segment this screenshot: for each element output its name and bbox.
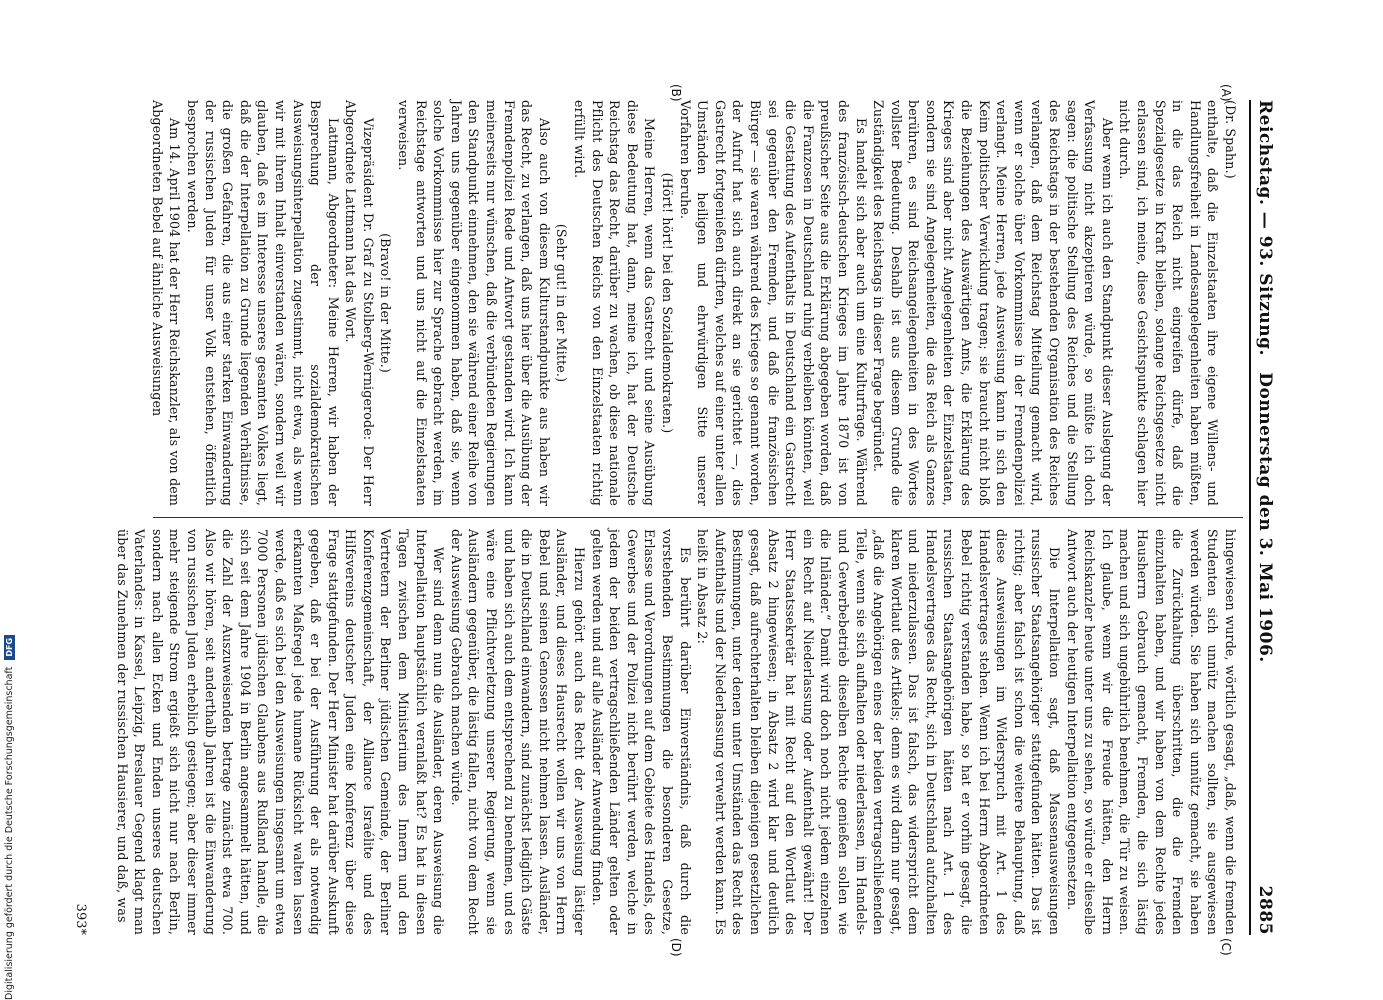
paragraph: (Hört! hört! bei den Sozialdemokraten.) — [660, 172, 675, 434]
page-footer-signature: 393* — [73, 903, 88, 935]
paragraph: Die Interpellation sagt, daß Massenausweisungen russischer Staatsangehöriger stattgefunden hätten. Das ist richtig; aber falsch ist schon die weitere Behauptung, daß diese Ausweisungen im Widerspruch mit Art. 1 des Handelsvertrages stehen. Wenn ich bei Herrn Abgeordneten Bebel richtig verstanden habe, so hat er vorhin gesagt, die russischen Staatsangehörigen hätten nach Art. 1 des Handelsvertrages das Recht, sich in Deutschland aufzuhalten und niederzulassen. Das ist falsch, das widerspricht dem klaren Wortlaut des Artikels; denn es wird darin nur gesagt, „daß die Angehörigen eines der beiden vertragschließenden Teile, wenn sie sich aufhalten oder niederlassen, im Handels- und Gewerbebetrieb dieselben Rechte genießen sollen wie die Inländer.“ Damit wird doch noch nicht jedem einzelnen ein Recht auf Niederlassung oder Aufenthalt gewährt! Der Herr Staatssekretär hat mit Recht auf den Wortlaut des Absatz 2 hingewiesen; in Absatz 2 wird klar und deutlich gesagt, daß aufrechterhalten bleiben diejenigen gesetzlichen Bestimmungen, unter denen unter Umständen das Recht des Aufenthalts und der Niederlassung verwehrt werden kann. Es heißt in Absatz 2: — [695, 529, 1063, 935]
paragraph: Hierzu gehört auch das Recht der Ausweisung lästiger Ausländer, und dieses Hausrecht wollen wir uns von Herrn Bebel und seinen Genossen nicht nehmen lassen. Ausländer, die in Deutschland einwandern, sind zunächst lediglich Gäste und haben sich auch dem entsprechend zu benehmen, und es wäre eine Pflichtverletzung unserer Regierung, wenn sie Ausländern gegenüber, die lästig fallen, nicht von dem Recht der Ausweisung Gebrauch machen würde. — [448, 529, 588, 935]
column-divider — [153, 517, 1243, 518]
margin-marker-b: (B) — [669, 84, 683, 102]
paragraph: Vizepräsident Dr. Graf zu Stolberg-Wernigerode: Der Herr Abgeordnete Lattmann hat das Wort. — [343, 100, 376, 506]
dfg-logo: DFG — [4, 635, 15, 660]
paragraph: Es handelt sich aber auch um eine Kulturfrage. Während des französisch-deutschen Krieges im Jahre 1870 ist von preußischer Seite aus die Erklärung abgegeben worden, daß die Franzosen in Deutschland ruhig verbleiben könnten, weil die Gestattung des Aufenthalts in Deutschland ein Gastrecht sei gegenüber den Fremden, und daß die französischen Bürger — sie waren während des Krieges so genannt worden, der Aufruf hat sich auch direkt an sie gerichtet —, dies Gastrecht fortgenießen dürften, welches auf einer unter allen Umständen heiligen und ehrwürdigen Sitte unserer Vorfahren beruhe. — [677, 100, 869, 506]
paragraph: (Sehr gut! in der Mitte.) — [554, 223, 570, 383]
text-column-right — [113, 529, 1239, 935]
paragraph: enthalte, daß die Einzelstaaten ihre eigene Willens- und Handlungsfreiheit in Landesangelegenheiten haben müßten, in die das Reich nicht eingreifen dürfe, daß die Spezialgesetze in Kraft bleiben, solange Reichsgesetze nicht erlassen sind, ich meine, diese Gesichtspunkte schlagen hier nicht durch. — [1117, 100, 1221, 506]
paragraph: hingewiesen wurde, wörtlich gesagt, „daß, wenn die fremden Studenten sich unnütz machen sollten, sie ausgewiesen werden würden. Sie haben sich unnütz gemacht, sie haben die Zurückhaltung überschritten, die die Fremden einzuhalten haben, und wir haben von dem Rechte jedes Hausherrn Gebrauch gemacht, Fremden, die sich lästig machen und sich ungebührlich benehmen, die Tür zu weisen. Ich glaube, wenn wir die Freude hätten, den Herrn Reichskanzler heute unter uns zu sehen, so würde er dieselbe Antwort auch der heutigen Interpellation entgegensetzen. — [1064, 529, 1238, 935]
page-header — [1249, 100, 1275, 935]
margin-marker-c: (C) — [1219, 938, 1233, 956]
paragraph: (Dr. Spahn.) — [1223, 100, 1238, 179]
header-left: Reichstag. — 93. Sitzung. — [1255, 100, 1275, 356]
page-number: 2885 — [1255, 885, 1275, 935]
paragraph: Lattmann, Abgeordneter: Meine Herren, wir haben der Besprechung der sozialdemokratischen Ausweisungsinterpellation zugestimmt, nicht etwa, als wenn wir mit ihrem Inhalt einverstanden wären, sondern weil wir glauben, daß es im Interesse unseres gesamten Volkes liegt, daß die der Interpellation zu Grunde liegenden Verhältnisse, die großen Gefahren, die aus einer starken Einwanderung der russischen Juden für unser Volk entstehen, öffentlich besprochen werden. — [184, 100, 341, 506]
paragraph: Am 14. April 1904 hat der Herr Reichskanzler, als von dem Abgeordneten Bebel auf ähnliche Ausweisungen — [149, 100, 183, 506]
paragraph: Also auch von diesem Kulturstandpunkte aus haben wir das Recht, zu verlangen, daß uns hier über die Ausübung der Fremdenpolizei Rede und Antwort gestanden wird. Ich kann meinerseits nur wünschen, daß die verbündeten Regierungen den Standpunkt einnehmen, den sie während einer Reihe von Jahren uns gegenüber eingenommen haben, daß sie, wenn solche Vorkommnisse hier zur Sprache gebracht werden, im Reichstage antworten und uns nicht auf die Einzelstaaten verweisen. — [396, 100, 552, 506]
text-column-left — [148, 100, 1239, 506]
paragraph: Meine Herren, wenn das Gastrecht und seine Ausübung diese Bedeutung hat, dann, meine ich, hat der Deutsche Reichstag das Recht, darüber zu wachen, ob diese nationale Pflicht des Deutschen Reichs von den Einzelstaaten richtig erfüllt wird. — [572, 100, 658, 506]
digitization-credit — [4, 80, 18, 1000]
header-rule — [1249, 100, 1251, 935]
paragraph: Wer sind denn nun die Ausländer, deren Ausweisung die Interpellation hauptsächlich veranlaßt hat? Es hat in diesen Tagen zwischen dem Ministerium des Innern und den Vertretern der Berliner jüdischen Gemeinde, der Berliner Konferenzgemeinschaft, der Alliance Israélite und des Hilfsvereins deutscher Juden eine Konferenz über diese Frage stattgefunden. Der Herr Minister hat darüber Auskunft gegeben, daß er bei der Ausführung der als notwendig erkannten Maßregel jede humane Rücksicht walten lassen werde, daß es sich bei den Ausweisungen insgesamt um etwa 7000 Personen jüdischen Glaubens aus Rußland handle, die sich seit dem Jahre 1904 in Berlin angesammelt hätten, und die Zahl der Auszuweisenden betrage zunächst etwa 700. Also wir hören, seit anderthalb Jahren ist die Einwanderung von russischen Juden erheblich gestiegen; aber dieser immer mehr steigende Strom ergießt sich nicht nur nach Berlin, sondern nach allen Ecken und Enden unseres deutschen Vaterlandes: in Kassel, Leipzig, Breslauer Gegend klagt man über das Zunehmen der russischen Hausierer, und daß, was — [114, 529, 447, 935]
header-date: Donnerstag den 3. Mai 1906. — [1255, 372, 1275, 663]
paragraph: Es berührt darüber Einverständnis, daß durch die vorstehenden Bestimmungen die besonderen Gesetze, Erlasse und Verordnungen auf dem Gebiete des Handels, des Gewerbes und der Polizei nicht berührt werden, welche in jedem der beiden vertragschließenden Länder gelten oder gelten werden und auf alle Ausländer Anwendung finden. — [589, 529, 693, 935]
margin-marker-a: (A) — [1219, 84, 1233, 102]
paragraph: Aber wenn ich auch den Standpunkt dieser Auslegung der Verfassung nicht akzeptieren würde, so müßte ich doch sagen: die politische Stellung des Reiches und die Stellung des Reichstags in der bestehenden Organisation des Reiches verlangen, daß dem Reichstag Mitteilung gemacht wird, wenn er solche über Vorkommnisse in der Fremdenpolizei verlangt. Meine Herren, jede Ausweisung kann in sich den Keim politischer Verwicklung tragen; sie braucht nicht bloß die Beziehungen des Auswärtigen Amts, die Erklärung des Krieges sind aber nicht Angelegenheiten der Einzelstaaten, sondern sie sind Angelegenheiten, die das Reich als Ganzes berühren, es sind Reichsangelegenheiten in des Wortes vollster Bedeutung. Deshalb ist aus diesem Grunde die Zuständigkeit des Reichstags in dieser Frage begründet. — [871, 100, 1115, 506]
margin-marker-d: (D) — [669, 938, 683, 957]
digitization-credit-text: Digitalisierung gefördert durch die Deutsche Forschungsgemeinschaft — [4, 666, 15, 1000]
paragraph: (Bravo! in der Mitte.) — [378, 233, 394, 373]
